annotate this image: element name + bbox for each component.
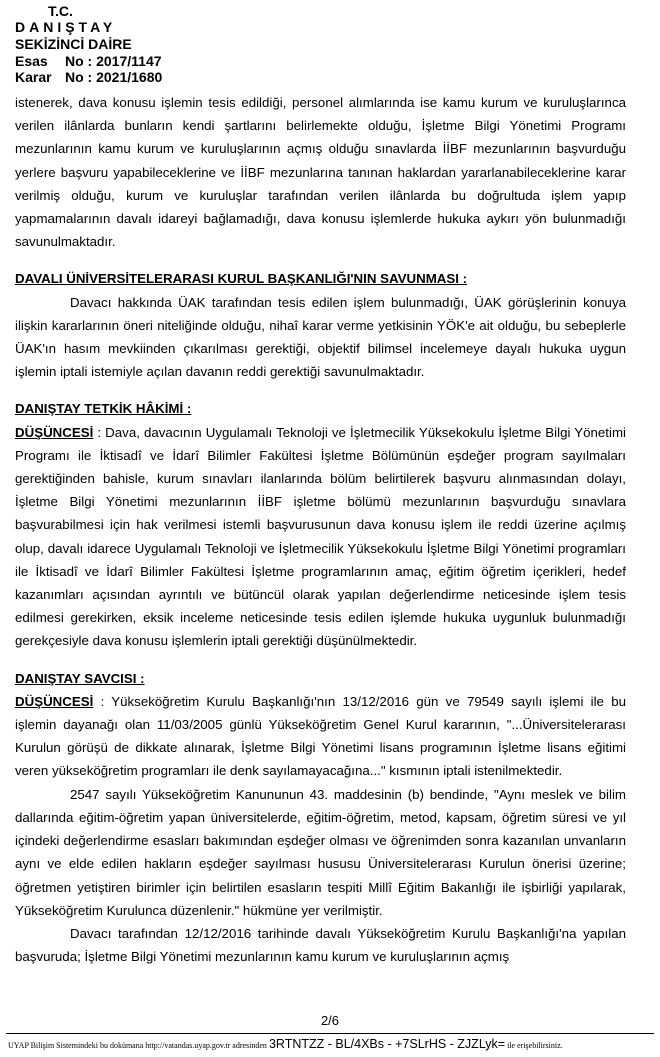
case-number-label: Esas [15, 53, 48, 69]
tetkik-heading-text: DANIŞTAY TETKİK HÂKİMİ : [15, 401, 192, 417]
tetkik-opinion-text: : Dava, davacının Uygulamalı Teknoloji ve İşletmecilik Yüksekokulu İşletme Bilgi Yönetimi Programı ile İktisadî ve İdarî Bilimler Fakültesi İşletme Bölümünün eşdeğer program sayılmaları gerektiğinden bahisle, kurum sınavları ilanlarında bölüm belirtilerek başvuru alınmasından dolayı, İşletme Bilgi Yönetimi mezunlarının İİBF işletme bölümü mezunlarının başvurduğu sınavlara başvurabilmesi için hak verilmesi istemli başvurusunun dava konusu işlem ile reddi üzerine açılmış olup, davalı idarece Uygulamalı Teknoloji ve İşletmecilik Yüksekokulu İşletme Bilgi Yönetimi programları ile İktisadî ve İdarî Bilimler Fakültesi İşletme programlarının amaç, eğitim öğretim içerikleri, hedef kazanımları açısından ayrıntılı ve bütüncül olarak yapılan değerlendirme neticesinde işlem tesis edilmesi gerekirken, eksik inceleme neticesinde tesis edilen işlemde hukuka uygunluk bulunmadığı gerekçesiyle dava konusu işlemlerin iptali gerektiği düşünülmektedir. [15, 424, 626, 649]
verification-footer [8, 1036, 563, 1054]
page-number: 2/6 [320, 1013, 340, 1028]
uak-defense-paragraph: Davacı hakkında ÜAK tarafından tesis edilen işlem bulunmadığı, ÜAK görüşlerinin konuya ilişkin kararlarının öneri niteliğinde olduğu, nihaî karar verme yetkisinin YÖK'e ait olduğu, bu sebeplerle ÜAK'ın hasım mevkiinden çıkarılması gerektiği, objektif bilimsel incelemeye dayalı hukuka uygun işlemin iptali istemiyle açılan davanın reddi gerektiği savunulmaktadır. [15, 294, 626, 380]
republic-label: T.C. [48, 3, 73, 19]
tetkik-opinion-label: DÜŞÜNCESİ [15, 424, 94, 440]
tetkik-opinion-paragraph [15, 421, 626, 653]
application-paragraph: Davacı tarafından 12/12/2016 tarihinde davalı Yükseköğretim Kurulu Başkanlığı'na yapılan başvuruda; İşletme Bilgi Yönetimi mezunlarının kamu kurum ve kuruluşlarının açmış [15, 925, 626, 965]
document-body [15, 91, 626, 968]
prosecutor-opinion-paragraph [15, 690, 626, 783]
decision-number-value: No : 2021/1680 [65, 69, 163, 85]
verification-suffix: ile erişebilirsiniz. [507, 1041, 563, 1050]
prosecutor-heading-text: DANIŞTAY SAVCISI : [15, 670, 145, 686]
case-number-value: No : 2017/1147 [65, 53, 162, 69]
tetkik-heading [15, 397, 626, 420]
decision-number-label: Karar [15, 69, 52, 85]
uak-defense-heading-text: DAVALI ÜNİVERSİTELERARASI KURUL BAŞKANLIĞI'NIN SAVUNMASI [15, 271, 459, 287]
prosecutor-opinion-label: DÜŞÜNCESİ [15, 693, 94, 709]
law-article-paragraph: 2547 sayılı Yükseköğretim Kanununun 43. maddesinin (b) bendinde, "Aynı meslek ve bilim dallarında eğitim-öğretim yapan üniversitelerde, eğitim-öğretim, metod, kapsam, öğretim süresi ve yıl içindeki değerlendirme esasları bakımından eşdeğer olması ve öğrenimden sonra kazanılan unvanların aynı ve elde edilen hakların eşdeğer sayılması hususu Üniversitelerarası Kurulun önerisi üzerine; öğretmen yetiştiren birimler için belirtilen esasların tespiti Millî Eğitim Bakanlığı ile işbirliği yapılarak, Yükseköğretim Kurulunca düzenlenir." hükmüne yer verilmiştir. [15, 786, 626, 918]
uak-defense-heading [15, 267, 626, 290]
intro-paragraph: istenerek, dava konusu işlemin tesis edildiği, personel alımlarında ise kamu kurum ve kuruluşlarınca verilen ilânlarda bunların kendi şartlarını belirlemekte olduğu, İşletme Bilgi Yönetimi Programı mezunlarının kamu kurum ve kuruluşlarının açmış olduğu sınavlarda İİBF mezunlarının başvurduğu yerlere başvuru yapabileceklerine ve İİBF mezunlarına tanınan haklardan yararlanabileceklerine karar verilmiş olduğu, kurum ve kuruluşlar tarafından verilen ilânlarda bu doğrultuda işlem yapıp yapmamalarının davalı idareyi bağlamadığı, dava konusu işlemlerde hukuka aykırı yön bulunmadığı savunulmaktadır. [15, 95, 626, 250]
court-name: DANIŞTAY [15, 19, 117, 35]
prosecutor-heading [15, 667, 626, 690]
case-number [15, 53, 162, 69]
verification-prefix: UYAP Bilişim Sistemindeki bu dokümana http://vatandas.uyap.gov.tr adresinden [8, 1041, 267, 1050]
chamber-name: SEKİZİNCİ DAİRE [15, 36, 132, 52]
prosecutor-opinion-text: : Yükseköğretim Kurulu Başkanlığı'nın 13/12/2016 gün ve 79549 sayılı işlemi ile bu işlemin dayanağı olan 11/03/2005 günlü Yükseköğretim Genel Kurul kararının, "...Üniversitelerarası Kurulun görüşü de dikkate alınarak, İşletme Bilgi Yönetimi lisans programının İşletme lisans eğitimi veren yükseköğretim programları ile denk sayılamayacağına..." kısmının iptali istenilmektedir. [15, 693, 626, 779]
decision-number [15, 69, 162, 85]
verification-code: 3RTNTZZ - BL/4XBs - +7SLrHS - ZJZLyk= [268, 1037, 506, 1051]
footer-divider [6, 1033, 654, 1034]
uak-defense-heading-colon: : [458, 271, 468, 287]
